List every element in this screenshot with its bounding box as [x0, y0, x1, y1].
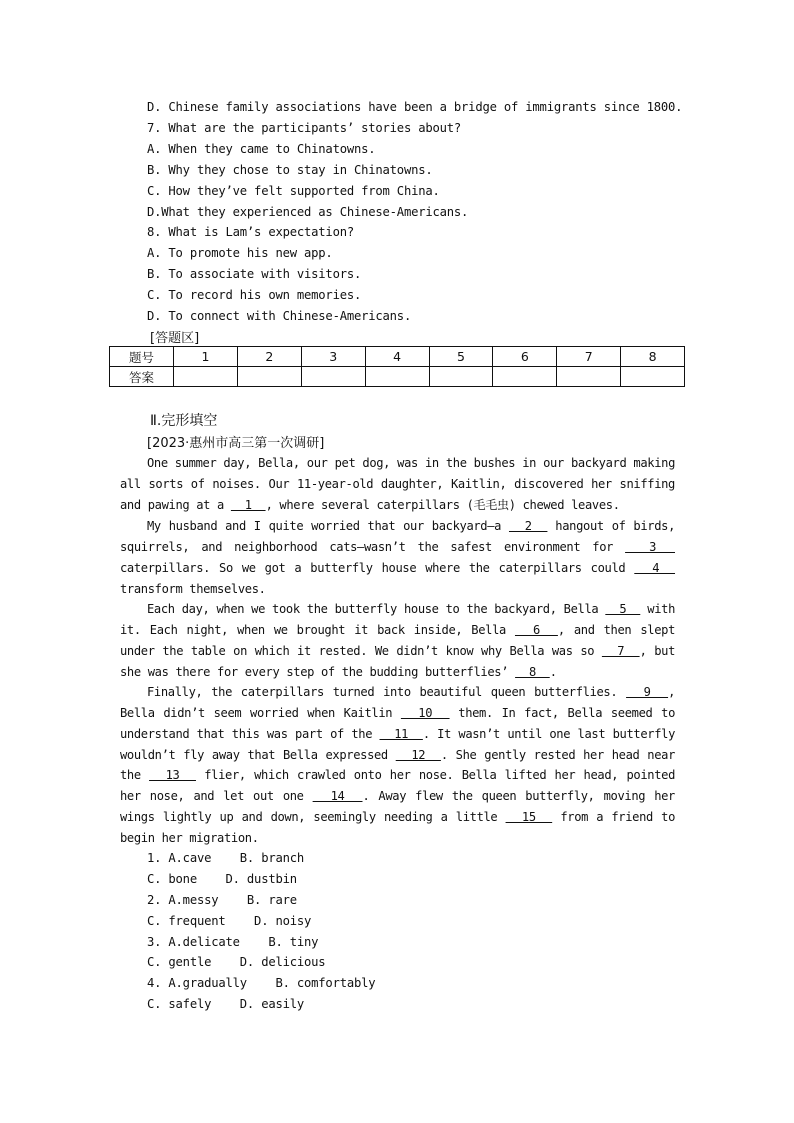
row-header-number: 题号 — [110, 347, 174, 367]
answer-table-answer-row — [110, 367, 685, 387]
blank-13: 13 — [149, 768, 196, 783]
blank-3: 3 — [625, 539, 675, 554]
answer-cell[interactable] — [365, 367, 429, 387]
question-number: 6 — [493, 347, 557, 367]
blank-5: 5 — [605, 602, 641, 616]
question-number: 8 — [621, 347, 685, 367]
cloze-option-line: 4. A.gradually B. comfortably — [147, 976, 376, 990]
answer-table — [109, 346, 685, 387]
answer-cell[interactable] — [621, 367, 685, 387]
q8-option-d: D. To connect with Chinese-Americans. — [147, 309, 412, 323]
question-number: 3 — [301, 347, 365, 367]
blank-4: 4 — [634, 560, 676, 575]
answer-cell[interactable] — [557, 367, 621, 387]
question-number: 5 — [429, 347, 493, 367]
q8-stem: 8. What is Lam’s expectation? — [147, 225, 354, 239]
blank-2: 2 — [508, 519, 548, 533]
answer-cell[interactable] — [301, 367, 365, 387]
cloze-option-line: C. gentle D. delicious — [147, 955, 326, 969]
row-header-answer: 答案 — [110, 367, 174, 387]
blank-10: 10 — [400, 705, 450, 720]
q8-option-a: A. To promote his new app. — [147, 246, 333, 260]
section-title: Ⅱ.完形填空 — [150, 413, 218, 429]
q7-stem: 7. What are the participants’ stories about? — [147, 121, 462, 135]
q7-option-c: C. How they’ve felt supported from China. — [147, 184, 440, 198]
cloze-option-line: 3. A.delicate B. tiny — [147, 935, 319, 949]
question-number: 4 — [365, 347, 429, 367]
answer-cell[interactable] — [493, 367, 557, 387]
blank-8: 8 — [515, 664, 550, 679]
question-number: 1 — [174, 347, 238, 367]
passage-paragraph-1: One summer day, Bella, our pet dog, was in the bushes in our backyard making all sorts of noises. Our 11-year-old daughter, Kaitlin, discovered her sniffing and pawing at a 1 , where several caterpillars (毛毛虫) chewed leaves. — [120, 456, 675, 512]
blank-12: 12 — [395, 747, 441, 762]
blank-7: 7 — [601, 643, 640, 658]
passage-paragraph-2: My husband and I quite worried that our backyard—a 2 hangout of birds, squirrels, and neighborhood cats—wasn’t the safest environment for 3 caterpillars. So we got a butterfly house where the caterpillars could 4 transform themselves. — [120, 519, 676, 596]
cloze-option-line: C. bone D. dustbin — [147, 872, 297, 886]
blank-15: 15 — [505, 810, 553, 825]
question-number: 7 — [557, 347, 621, 367]
passage-paragraph-4: Finally, the caterpillars turned into beautiful queen butterflies. 9 , Bella didn’t seem worried when Kaitlin 10 them. In fact, Bella seemed to understand that this was part of the 11 . It wasn’t until one last butterfly wouldn’t fly away that Bella expressed 12 . She gently rested her head near the 13 flier, which crawled onto her nose. Bella lifted her head, pointed her nose, and let out one 14 . Away flew the queen butterfly, moving her wings lightly up and down, seemingly needing a little 15 from a friend to begin her migration. — [120, 685, 676, 845]
blank-11: 11 — [379, 726, 423, 741]
q7-option-d: D.What they experienced as Chinese-Americans. — [147, 205, 469, 219]
cloze-option-line: 1. A.cave B. branch — [147, 851, 305, 865]
q8-option-b: B. To associate with visitors. — [147, 267, 362, 281]
cloze-option-line: 2. A.messy B. rare — [147, 893, 297, 907]
q7-option-b: B. Why they chose to stay in Chinatowns. — [147, 163, 433, 177]
answer-table-number-row — [110, 347, 685, 367]
answer-cell[interactable] — [237, 367, 301, 387]
blank-14: 14 — [312, 789, 363, 804]
question-number: 2 — [237, 347, 301, 367]
cloze-option-line: C. frequent D. noisy — [147, 914, 312, 928]
answer-area-label: [答题区] — [150, 331, 200, 346]
blank-9: 9 — [626, 685, 669, 699]
blank-1: 1 — [230, 497, 266, 512]
passage-paragraph-3: Each day, when we took the butterfly house to the backyard, Bella 5 with it. Each night, when we brought it back inside, Bella 6 , and then slept under the table on which it rested. We didn’t know why Bella was so 7 , but she was there for every step of the budding butterflies’ 8 . — [120, 602, 676, 679]
q7-option-a: A. When they came to Chinatowns. — [147, 142, 376, 156]
q8-option-c: C. To record his own memories. — [147, 288, 362, 302]
cloze-option-line: C. safely D. easily — [147, 997, 305, 1011]
blank-6: 6 — [514, 622, 558, 637]
answer-cell[interactable] — [174, 367, 238, 387]
answer-cell[interactable] — [429, 367, 493, 387]
section-source: [2023·惠州市高三第一次调研] — [147, 436, 325, 451]
q6-option-d: D. Chinese family associations have been a bridge of immigrants since 1800. — [147, 100, 683, 114]
